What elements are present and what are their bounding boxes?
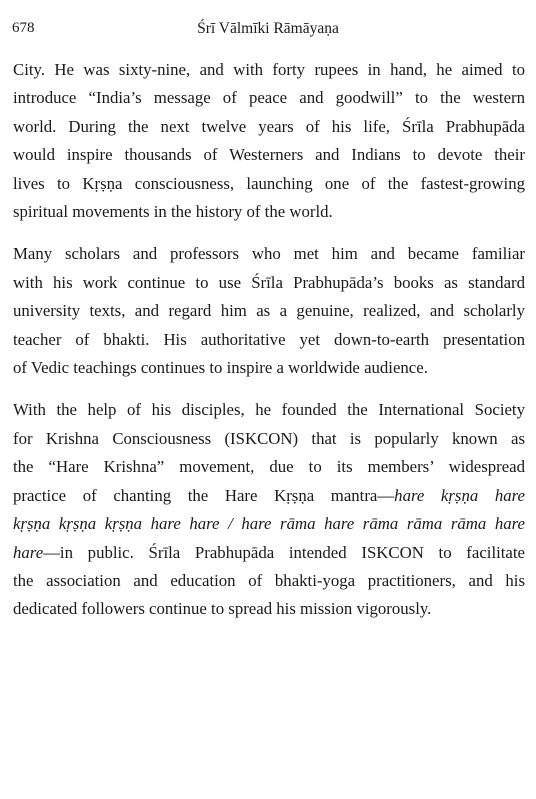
text-line-mixed: [13, 539, 525, 567]
running-head: Śrī Vālmīki Rāmāyaṇa: [197, 20, 339, 37]
text-line: dedicated followers continue to spread his mission vigorously.: [13, 599, 432, 619]
text-line-italic: kṛṣṇa kṛṣṇa kṛṣṇa hare hare / hare rāma hare rāma rāma rāma hare: [13, 514, 525, 534]
page-header: [12, 20, 524, 42]
text-roman: practice of chanting the Hare Kṛṣṇa mantra—: [13, 485, 395, 505]
text-line: spiritual movements in the history of the world.: [13, 202, 333, 222]
text-line: City. He was sixty-nine, and with forty rupees in hand, he aimed to: [13, 60, 525, 79]
text-italic: hare: [13, 542, 44, 562]
body-text: [13, 56, 525, 638]
text-line: would inspire thousands of Westerners and Indians to devote their: [13, 145, 525, 165]
text-line: With the help of his disciples, he founded the International Society: [13, 400, 525, 420]
text-italic: hare kṛṣṇa hare: [394, 485, 525, 505]
paragraph-3: [13, 396, 525, 623]
text-line: introduce “India’s message of peace and goodwill” to the western: [13, 88, 525, 108]
text-line: with his work continue to use Śrīla Prabhupāda’s books as standard: [13, 272, 525, 292]
text-line: university texts, and regard him as a genuine, realized, and scholarly: [13, 301, 525, 321]
text-line: Many scholars and professors who met him and became familiar: [13, 244, 525, 264]
text-line: the “Hare Krishna” movement, due to its members’ widespread: [13, 457, 525, 477]
text-line: teacher of bhakti. His authoritative yet down-to-earth presentation: [13, 329, 525, 349]
text-line: the association and education of bhakti-yoga practitioners, and his: [13, 570, 525, 590]
text-roman: —in public. Śrīla Prabhupāda intended ISKCON to facilitate: [43, 542, 525, 562]
page-number: 678: [12, 20, 35, 36]
text-line: world. During the next twelve years of his life, Śrīla Prabhupāda: [13, 116, 525, 136]
text-line-mixed: [13, 482, 525, 510]
text-line: lives to Kṛṣṇa consciousness, launching one of the fastest-growing: [13, 173, 525, 193]
paragraph-2: [13, 240, 525, 382]
paragraph-1: [13, 56, 525, 226]
text-line: of Vedic teachings continues to inspire a worldwide audience.: [13, 358, 428, 378]
text-line: for Krishna Consciousness (ISKCON) that is popularly known as: [13, 428, 525, 448]
